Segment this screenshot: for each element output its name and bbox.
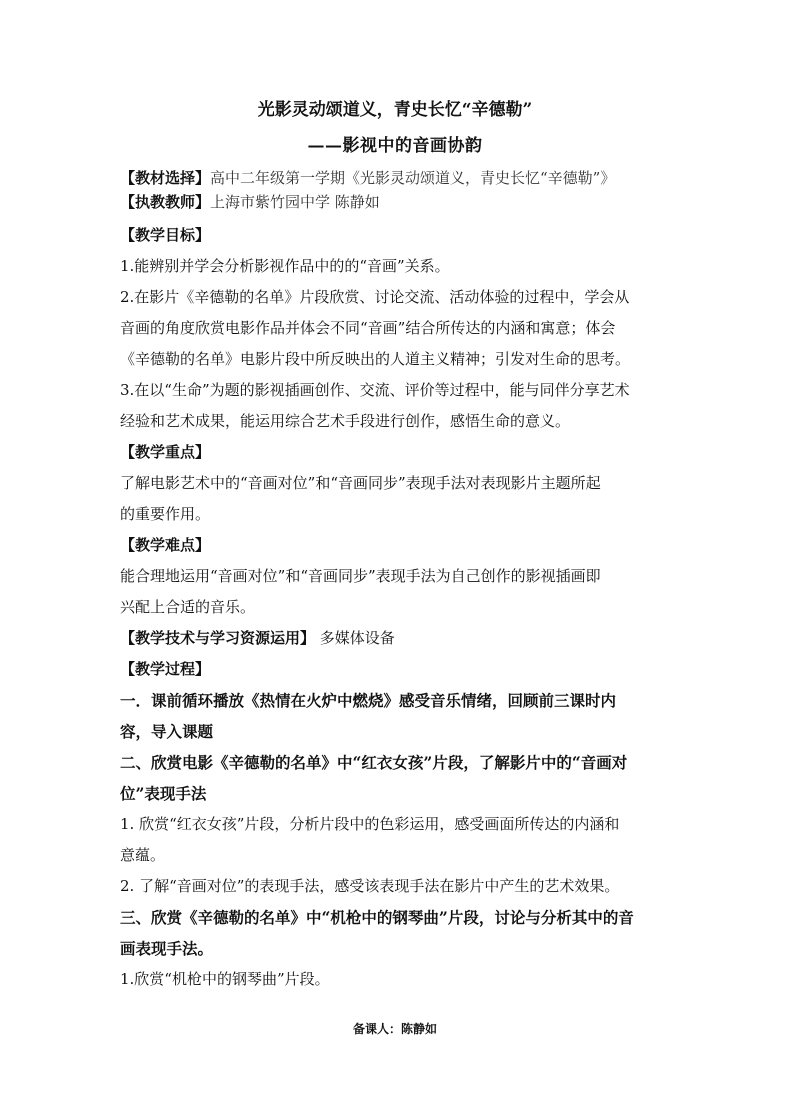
process-step2-line: 位”表现手法 [120, 784, 207, 803]
difficulties-line: 能合理地运用“音画对位”和“音画同步”表现手法为自己创作的影视插画即 [120, 567, 601, 585]
process-step2-item: 1. 欣赏“红衣女孩”片段，分析片段中的色彩运用，感受画面所传达的内涵和 [120, 815, 620, 833]
document-subtitle: ——影视中的音画协韵 [307, 136, 483, 156]
key-points-line: 了解电影艺术中的“音画对位”和“音画同步”表现手法对表现影片主题所起 [120, 474, 601, 492]
teacher-line [120, 190, 670, 214]
document-title: 光影灵动颂道义，青史长忆“辛德勒” [257, 100, 533, 120]
resources-value: 多媒体设备 [315, 629, 395, 647]
process-step1-line: 容，导入课题 [120, 722, 214, 741]
material-value: 高中二年级第一学期《光影灵动颂道义，青史长忆“辛德勒”》 [210, 169, 616, 187]
goals-heading: 【教学目标】 [120, 226, 211, 244]
goals-line: 《辛德勒的名单》电影片段中所反映出的人道主义精神；引发对生命的思考。 [120, 350, 631, 368]
difficulties-heading: 【教学难点】 [120, 536, 211, 554]
material-line [120, 166, 670, 190]
process-step3-line: 三、欣赏《辛德勒的名单》中“机枪中的钢琴曲”片段，讨论与分析其中的音 [120, 908, 634, 927]
lesson-plan-page [120, 96, 670, 995]
resources-line [120, 623, 670, 654]
process-step3-item: 1.欣赏“机枪中的钢琴曲”片段。 [120, 970, 330, 988]
process-step2-item: 意蕴。 [120, 846, 166, 864]
key-points-section [120, 437, 670, 530]
key-points-line: 的重要作用。 [120, 505, 211, 523]
goals-line: 3.在以“生命”为题的影视插画创作、交流、评价等过程中，能与同伴分享艺术 [120, 381, 630, 399]
difficulties-line: 兴配上合适的音乐。 [120, 598, 256, 616]
goals-line: 音画的角度欣赏电影作品并体会不同“音画”结合所传达的内涵和寓意；体会 [120, 319, 616, 337]
teacher-label: 【执教教师】 [120, 193, 211, 211]
footer-preparer: 备课人：陈静如 [352, 1022, 437, 1036]
material-label: 【教材选择】 [120, 169, 211, 187]
goals-line: 1.能辨别并学会分析影视作品中的的“音画”关系。 [120, 257, 450, 275]
process-heading: 【教学过程】 [120, 660, 211, 678]
process-section [120, 654, 670, 995]
process-step3-line: 画表现手法。 [120, 939, 214, 958]
process-step1-line: 一．课前循环播放《热情在火炉中燃烧》感受音乐情绪，回顾前三课时内 [120, 691, 617, 710]
meta-section [120, 166, 670, 214]
resources-section [120, 623, 670, 654]
difficulties-section [120, 530, 670, 623]
process-step2-line: 二、欣赏电影《辛德勒的名单》中“红衣女孩”片段，了解影片中的“音画对 [120, 753, 628, 772]
process-step2-item: 2. 了解“音画对位”的表现手法，感受该表现手法在影片中产生的艺术效果。 [120, 877, 620, 895]
teacher-value: 上海市紫竹园中学 陈静如 [210, 193, 380, 211]
goals-line: 经验和艺术成果，能运用综合艺术手段进行创作，感悟生命的意义。 [120, 412, 571, 430]
goals-line: 2.在影片《辛德勒的名单》片段欣赏、讨论交流、活动体验的过程中，学会从 [120, 288, 630, 306]
resources-heading: 【教学技术与学习资源运用】 [120, 629, 316, 647]
key-points-heading: 【教学重点】 [120, 443, 211, 461]
goals-section [120, 220, 670, 437]
